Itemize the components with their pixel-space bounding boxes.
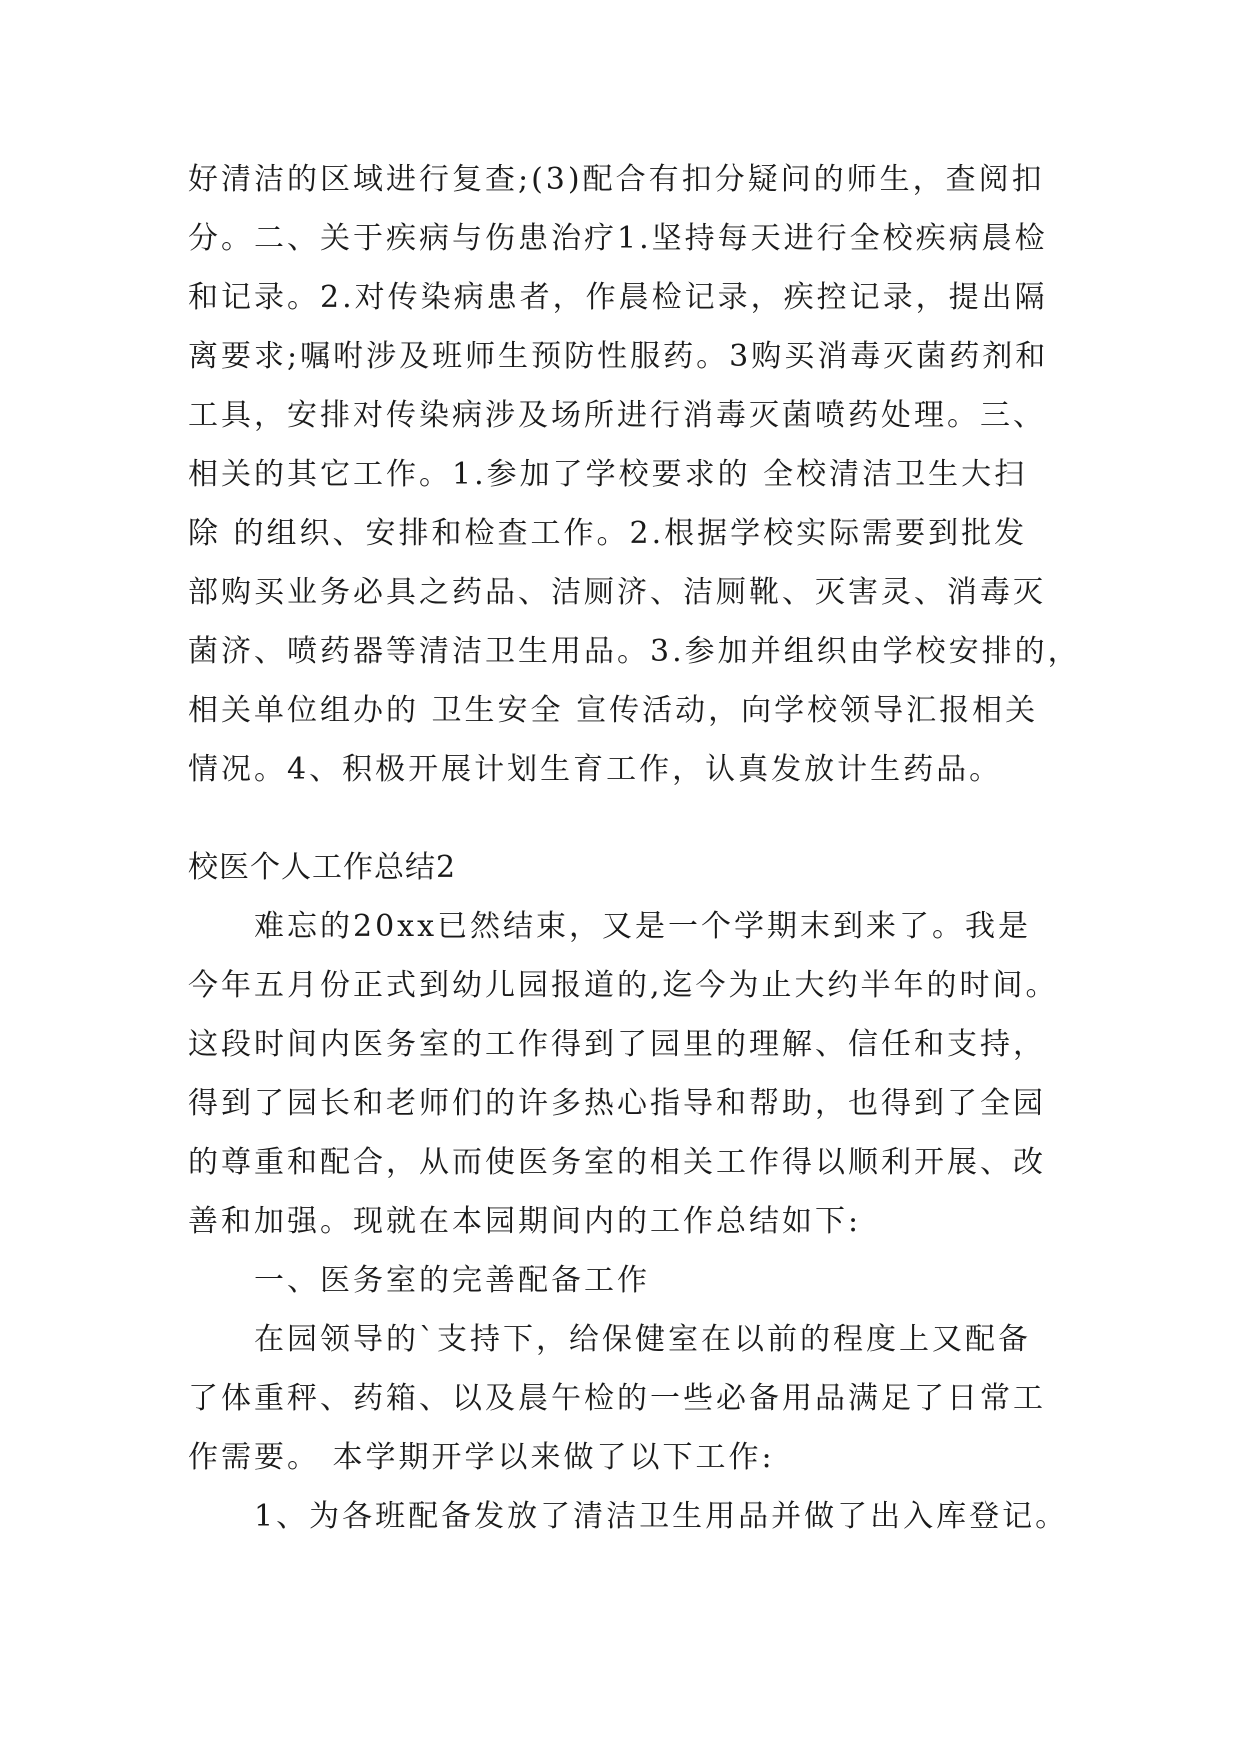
paragraph-line: 工具，安排对传染病涉及场所进行消毒灭菌喷药处理。三、	[188, 398, 1046, 433]
subheading-line: 一、医务室的完善配备工作	[254, 1263, 650, 1298]
paragraph-line: 相关的其它工作。1.参加了学校要求的 全校清洁卫生大扫	[188, 457, 1028, 492]
paragraph-line: 部购买业务必具之药品、洁厕济、洁厕靴、灭害灵、消毒灭	[188, 575, 1046, 610]
section-2-title-block	[188, 838, 1058, 897]
paragraph-line: 离要求;嘱咐涉及班师生预防性服药。3购买消毒灭菌药剂和	[188, 339, 1049, 374]
paragraph-line: 除 的组织、安排和检查工作。2.根据学校实际需要到批发	[188, 516, 1028, 551]
paragraph-line: 善和加强。现就在本园期间内的工作总结如下:	[188, 1204, 862, 1239]
section-2-body	[188, 897, 1069, 1546]
paragraph-line: 的尊重和配合，从而使医务室的相关工作得以顺利开展、改	[188, 1145, 1046, 1180]
section-1-body	[188, 150, 1081, 799]
paragraph-line: 情况。4、积极开展计划生育工作，认真发放计生药品。	[188, 752, 1003, 787]
paragraph-line: 了体重秤、药箱、以及晨午检的一些必备用品满足了日常工	[188, 1381, 1046, 1416]
paragraph-line: 得到了园长和老师们的许多热心指导和帮助，也得到了全园	[188, 1086, 1046, 1121]
section-title: 校医个人工作总结2	[188, 850, 457, 885]
paragraph-line: 相关单位组办的 卫生安全 宣传活动，向学校领导汇报相关	[188, 693, 1039, 728]
paragraph-line: 分。二、关于疾病与伤患治疗1.坚持每天进行全校疾病晨检	[188, 221, 1048, 256]
paragraph-line: 作需要。 本学期开学以来做了以下工作:	[188, 1440, 775, 1475]
paragraph-line: 好清洁的区域进行复查;(3)配合有扣分疑问的师生，查阅扣	[188, 162, 1045, 197]
paragraph-line: 这段时间内医务室的工作得到了园里的理解、信任和支持，	[188, 1027, 1046, 1062]
paragraph-line: 难忘的20xx已然结束，又是一个学期末到来了。我是	[254, 909, 1032, 944]
paragraph-line: 今年五月份正式到幼儿园报道的,迄今为止大约半年的时间。	[188, 968, 1059, 1003]
paragraph-line: 菌济、喷药器等清洁卫生用品。3.参加并组织由学校安排的，	[188, 634, 1081, 669]
list-item-line: 1、为各班配备发放了清洁卫生用品并做了出入库登记。	[254, 1499, 1069, 1534]
paragraph-line: 在园领导的`支持下，给保健室在以前的程度上又配备	[254, 1322, 1031, 1357]
paragraph-line: 和记录。2.对传染病患者，作晨检记录，疾控记录，提出隔	[188, 280, 1048, 315]
